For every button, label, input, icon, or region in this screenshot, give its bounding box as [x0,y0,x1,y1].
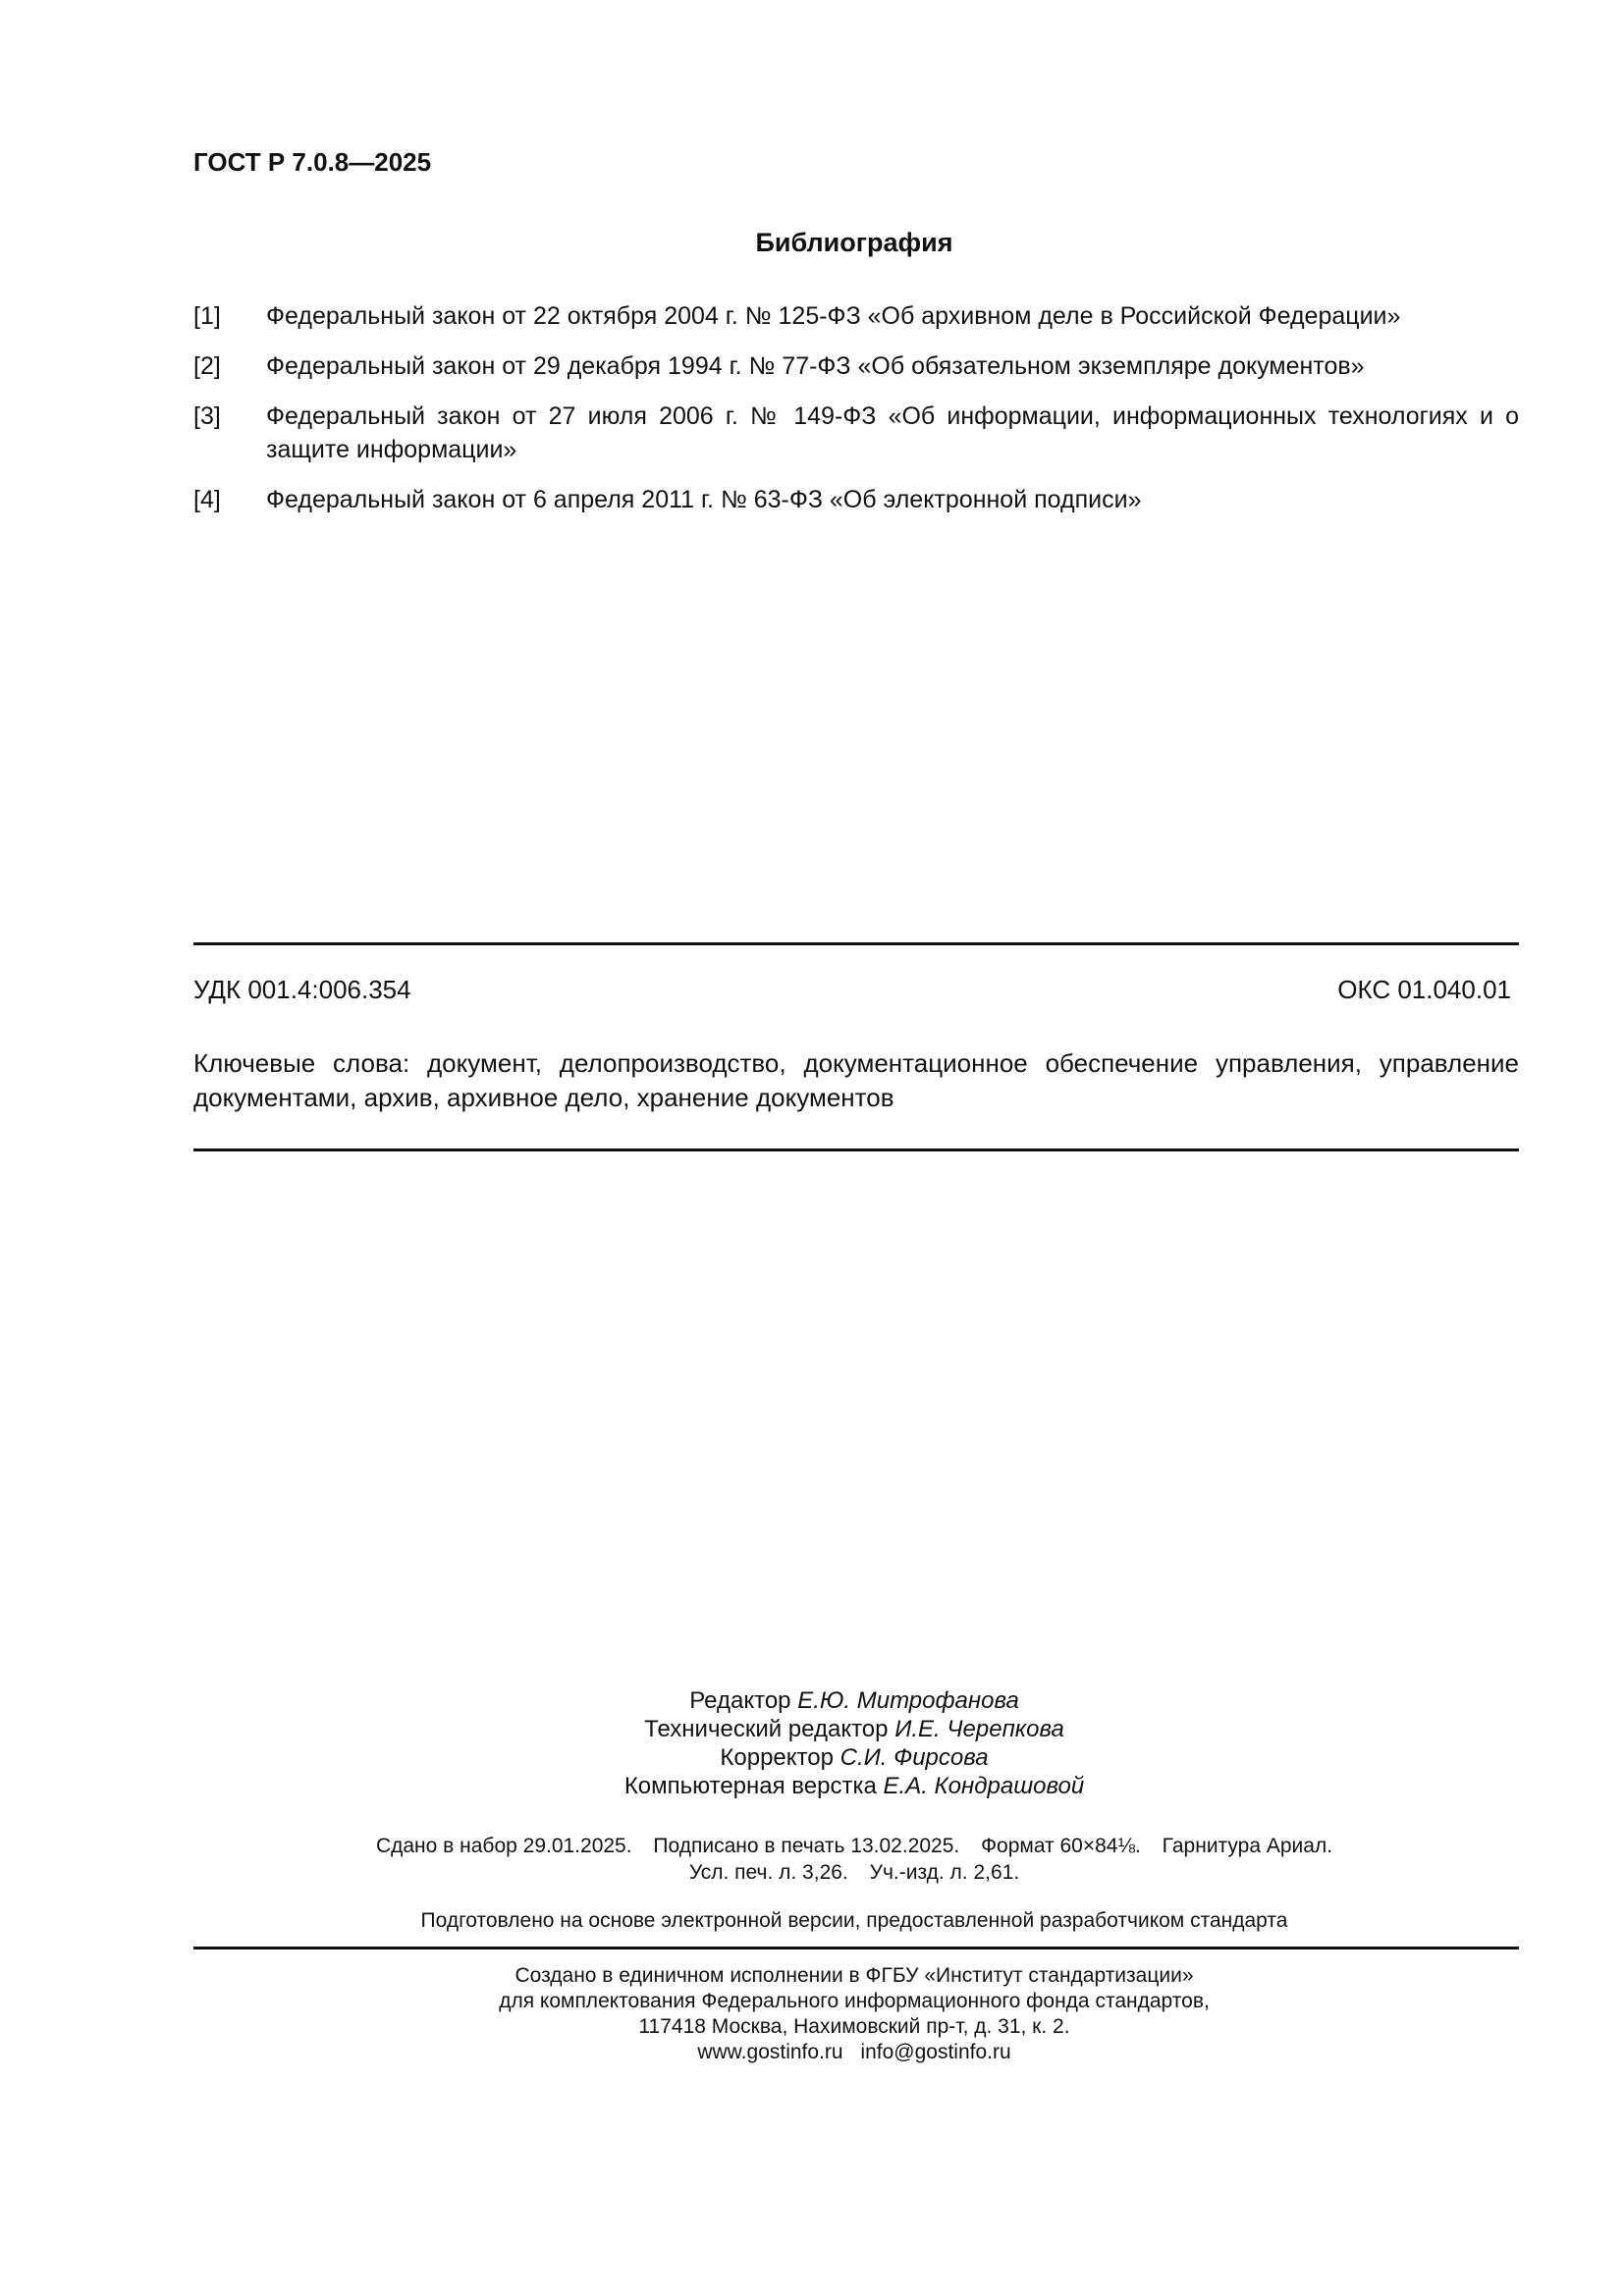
bibliography-item-number: [2] [193,352,221,380]
organization-contacts [0,2040,1624,2065]
typeface: Гарнитура Ариал. [1162,1835,1333,1857]
bibliography-item-number: [1] [193,302,221,330]
bibliography-item-number: [3] [193,402,221,430]
print-info-line-1 [0,1833,1624,1859]
printed-sheets: Усл. печ. л. 3,26. [688,1861,848,1884]
organization-address: 117418 Москва, Нахимовский пр-т, д. 31, к. 2. [638,2015,1070,2038]
bibliography-item-text: Федеральный закон от 29 декабря 1994 г. № 77-ФЗ «Об обязательном экземпляре документов» [266,352,1365,380]
divider-bottom [193,1947,1519,1949]
keywords: Ключевые слова: документ, делопроизводство, документационное обеспечение управления, управление документами, архив, архивное дело, хранение документов [193,1048,1519,1112]
bibliography-item-text: Федеральный закон от 27 июля 2006 г. № 149-ФЗ «Об информации, информационных технологиях и о защите информации» [266,402,1519,463]
editor-line [0,1686,1624,1715]
corrector-line [0,1743,1624,1772]
corrector-name: С.И. Фирсова [839,1744,989,1771]
editorial-staff [0,1686,1624,1800]
organization-line-1: Создано в единичном исполнении в ФГБУ «Институт стандартизации» [514,1964,1194,1987]
standard-code: ГОСТ Р 7.0.8—2025 [193,147,432,177]
email-link[interactable]: info@gostinfo.ru [860,2041,1011,2063]
submitted-date: Сдано в набор 29.01.2025. [375,1835,632,1857]
website-link[interactable]: www.gostinfo.ru [697,2041,843,2063]
bibliography-list [193,299,1519,533]
bibliography-item-text: Федеральный закон от 22 октября 2004 г. № 125-ФЗ «Об архивном деле в Российской Федерации» [266,302,1401,330]
edition-sheets: Уч.-изд. л. 2,61. [869,1861,1020,1884]
print-info [0,1833,1624,1886]
bibliography-item [193,349,1519,383]
bibliography-item [193,483,1519,516]
bibliography-item [193,299,1519,333]
organization-line-2: для комплектования Федерального информационного фонда стандартов, [499,1990,1210,2012]
divider-middle [193,1148,1519,1151]
editor-name: Е.Ю. Митрофанова [797,1687,1019,1714]
print-info-line-2 [0,1859,1624,1886]
prepared-note: Подготовлено на основе электронной версии, предоставленной разработчиком стандарта [420,1909,1288,1932]
bibliography-item-text: Федеральный закон от 6 апреля 2011 г. № 63-ФЗ «Об электронной подписи» [266,486,1142,513]
organization-info [0,1963,1624,2065]
paper-format: Формат 60×84⅛. [981,1835,1141,1857]
tech-editor-label: Технический редактор [644,1716,889,1742]
layout-label: Компьютерная верстка [623,1773,877,1799]
udk-code: УДК 001.4:006.354 [193,975,411,1004]
signed-date: Подписано в печать 13.02.2025. [653,1835,960,1857]
layout-line [0,1772,1624,1800]
editor-label: Редактор [689,1687,791,1714]
oks-code: ОКС 01.040.01 [1337,975,1511,1004]
tech-editor-name: И.Е. Черепкова [894,1716,1064,1742]
bibliography-title: Библиография [755,228,953,257]
bibliography-item [193,400,1519,466]
layout-name: Е.А. Кондрашовой [883,1773,1085,1799]
bibliography-item-number: [4] [193,486,221,513]
corrector-label: Корректор [720,1744,834,1771]
divider-top [193,942,1519,945]
tech-editor-line [0,1715,1624,1743]
